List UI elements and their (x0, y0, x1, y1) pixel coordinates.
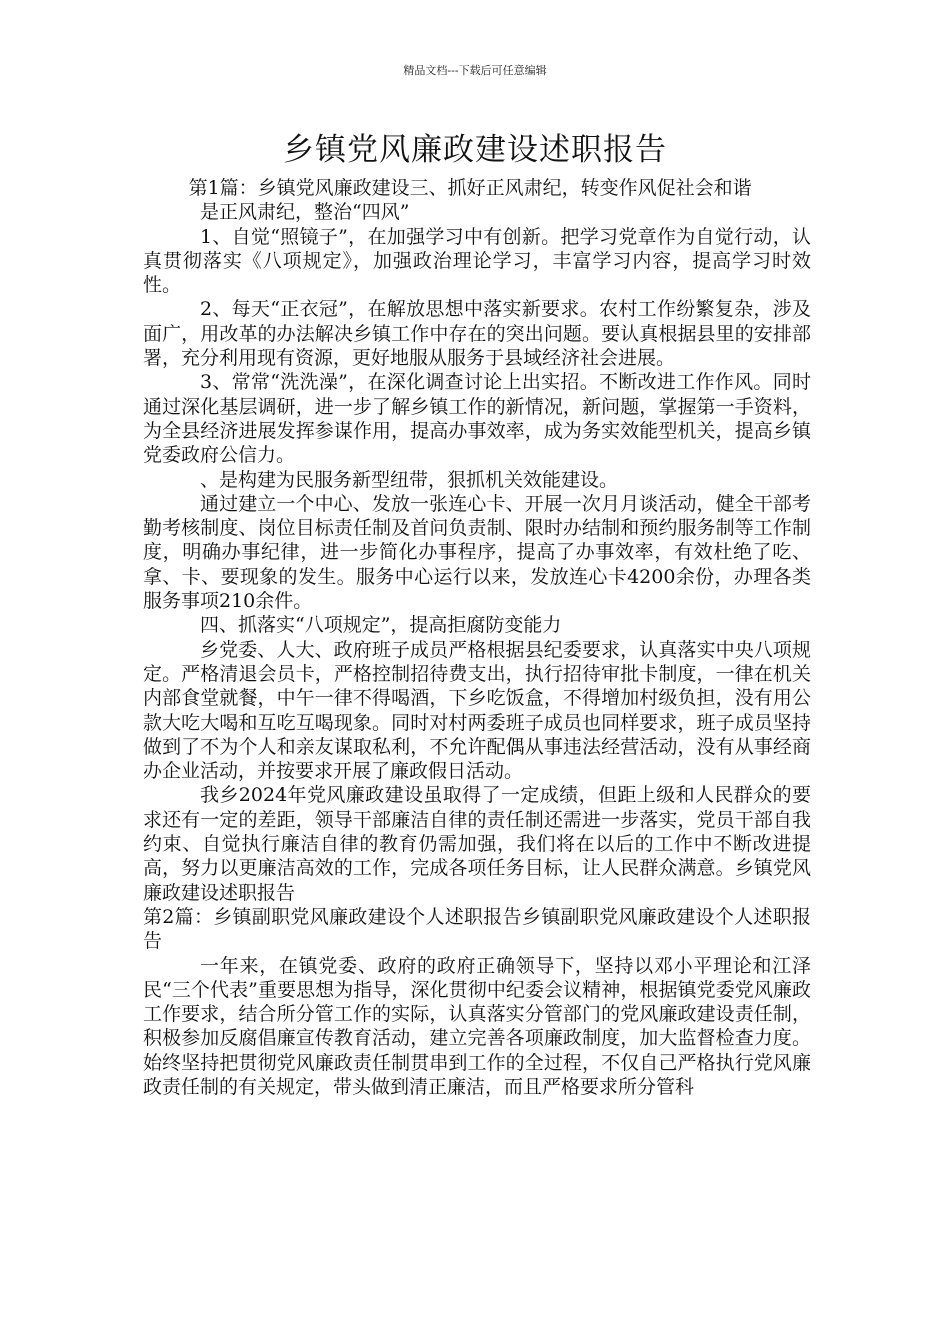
paragraph: 2、每天“正衣冠”，在解放思想中落实新要求。农村工作纷繁复杂，涉及面广，用改革的办法解决乡镇工作中存在的突出问题。要认真根据县里的安排部署，充分利用现有资源，更好地服从服务于县域经济社会进展。 (143, 298, 811, 370)
paragraph: 通过建立一个中心、发放一张连心卡、开展一次月月谈活动，健全干部考勤考核制度、岗位目标责任制及首问负责制、限时办结制和预约服务制等工作制度，明确办事纪律，进一步简化办事程序，提高了办事效率，有效杜绝了吃、拿、卡、要现象的发生。服务中心运行以来，发放连心卡4200余份，办理各类服务事项210余件。 (143, 492, 811, 613)
paragraph: 3、常常“洗洗澡”，在深化调查讨论上出实招。不断改进工作作风。同时通过深化基层调研，进一步了解乡镇工作的新情况，新问题，掌握第一手资料，为全县经济进展发挥参谋作用，提高办事效率，成为务实效能型机关，提高乡镇党委政府公信力。 (143, 371, 811, 467)
document-body (143, 176, 811, 1099)
paragraph: 乡党委、人大、政府班子成员严格根据县纪委要求，认真落实中央八项规定。严格清退会员卡，严格控制招待费支出，执行招待审批卡制度，一律在机关内部食堂就餐，中午一律不得喝酒，下乡吃饭盒，不得增加村级负担，没有用公款大吃大喝和互吃互喝现象。同时对村两委班子成员也同样要求，班子成员坚持做到了不为个人和亲友谋取私利，不允许配偶从事违法经营活动，没有从事经商办企业活动，并按要求开展了廉政假日活动。 (143, 638, 811, 783)
paragraph: 、是构建为民服务新型纽带，狠抓机关效能建设。 (200, 468, 619, 491)
paragraph: 我乡2024年党风廉政建设虽取得了一定成绩，但距上级和人民群众的要求还有一定的差距，领导干部廉洁自律的责任制还需进一步落实，党员干部自我约束、自觉执行廉洁自律的教育仍需加强，我们将在以后的工作中不断改进提高，努力以更廉洁高效的工作，完成各项任务目标，让人民群众满意。乡镇党风廉政建设述职报告 (143, 784, 811, 904)
paragraph: 1、自觉“照镜子”，在加强学习中有创新。把学习党章作为自觉行动，认真贯彻落实《八项规定》，加强政治理论学习，丰富学习内容，提高学习时效性。 (143, 225, 811, 297)
paragraph: 四、抓落实“八项规定”，提高拒腐防变能力 (200, 614, 562, 637)
page-header: 精品文档---下载后可任意编辑 (403, 64, 547, 77)
paragraph: 一年来，在镇党委、政府的政府正确领导下，坚持以邓小平理论和江泽民“三个代表”重要思想为指导，深化贯彻中纪委会议精神，根据镇党委党风廉政工作要求，结合所分管工作的实际，认真落实分管部门的党风廉政建设责任制，积极参加反腐倡廉宣传教育活动，建立完善各项廉政制度，加大监督检查力度。始终坚持把贯彻党风廉政责任制贯串到工作的全过程，不仅自己严格执行党风廉政责任制的有关规定，带头做到清正廉洁，而且严格要求所分管科 (143, 954, 811, 1098)
paragraph-section-2-heading: 第2篇：乡镇副职党风廉政建设个人述职报告乡镇副职党风廉政建设个人述职报告 (143, 905, 811, 953)
document-title: 乡镇党风廉政建设述职报告 (283, 132, 667, 168)
paragraph: 是正风肃纪，整治“四风” (200, 201, 410, 224)
paragraph-section-1-heading: 第1篇：乡镇党风廉政建设三、抓好正风肃纪，转变作风促社会和谐 (188, 177, 752, 199)
